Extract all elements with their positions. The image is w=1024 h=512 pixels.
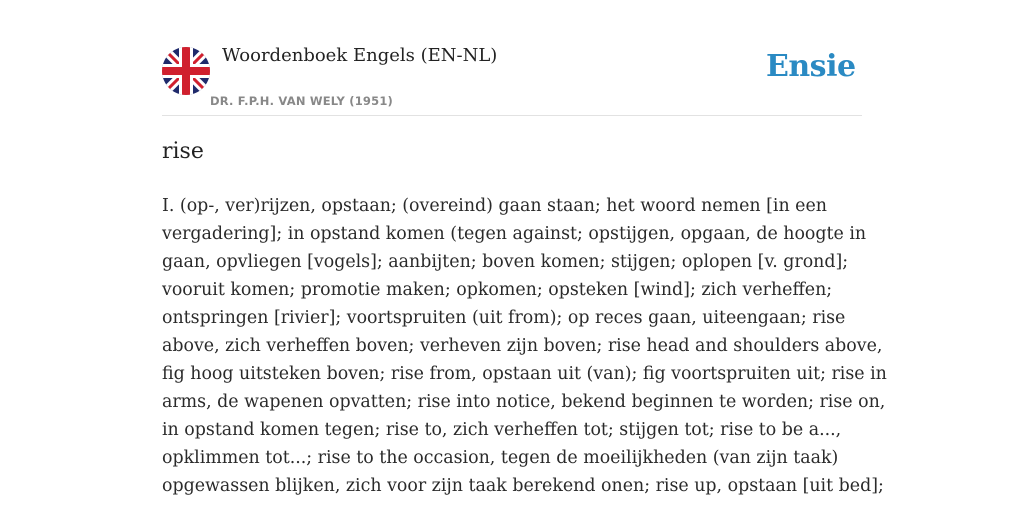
definition-line: ontspringen [rivier]; voortspruiten (uit from); op reces gaan, uiteengaan; rise (162, 308, 846, 328)
definition-line: I. (op-, ver)rijzen, opstaan; (overeind) gaan staan; het woord nemen [in een (162, 196, 827, 216)
definition-line: in opstand komen tegen; rise to, zich verheffen tot; stijgen tot; rise to be a..., (162, 420, 842, 440)
brand-logo[interactable]: Ensie (766, 49, 856, 84)
dictionary-author: DR. F.P.H. VAN WELY (1951) (210, 94, 393, 108)
definition-line: gaan, opvliegen [vogels]; aanbijten; boven komen; stijgen; oplopen [v. grond]; (162, 252, 849, 272)
definition-line: above, zich verheffen boven; verheven zijn boven; rise head and shoulders above, (162, 336, 883, 356)
header-divider (162, 115, 862, 116)
definition-line: opgewassen blijken, zich voor zijn taak berekend onen; rise up, opstaan [uit bed]; (162, 476, 884, 496)
definition-line: vooruit komen; promotie maken; opkomen; opsteken [wind]; zich verheffen; (162, 280, 833, 300)
uk-flag-icon (162, 47, 210, 95)
headword: rise (162, 139, 204, 164)
definition-line: arms, de wapenen opvatten; rise into notice, bekend beginnen te worden; rise on, (162, 392, 886, 412)
definition-line: vergadering]; in opstand komen (tegen against; opstijgen, opgaan, de hoogte in (162, 224, 867, 244)
definition-line: opklimmen tot...; rise to the occasion, tegen de moeilijkheden (van zijn taak) (162, 448, 839, 468)
definition-line: fig hoog uitsteken boven; rise from, opstaan uit (van); fig voortspruiten uit; rise in (162, 364, 887, 384)
dictionary-title[interactable]: Woordenboek Engels (EN-NL) (222, 45, 498, 66)
definition-text (162, 192, 887, 500)
